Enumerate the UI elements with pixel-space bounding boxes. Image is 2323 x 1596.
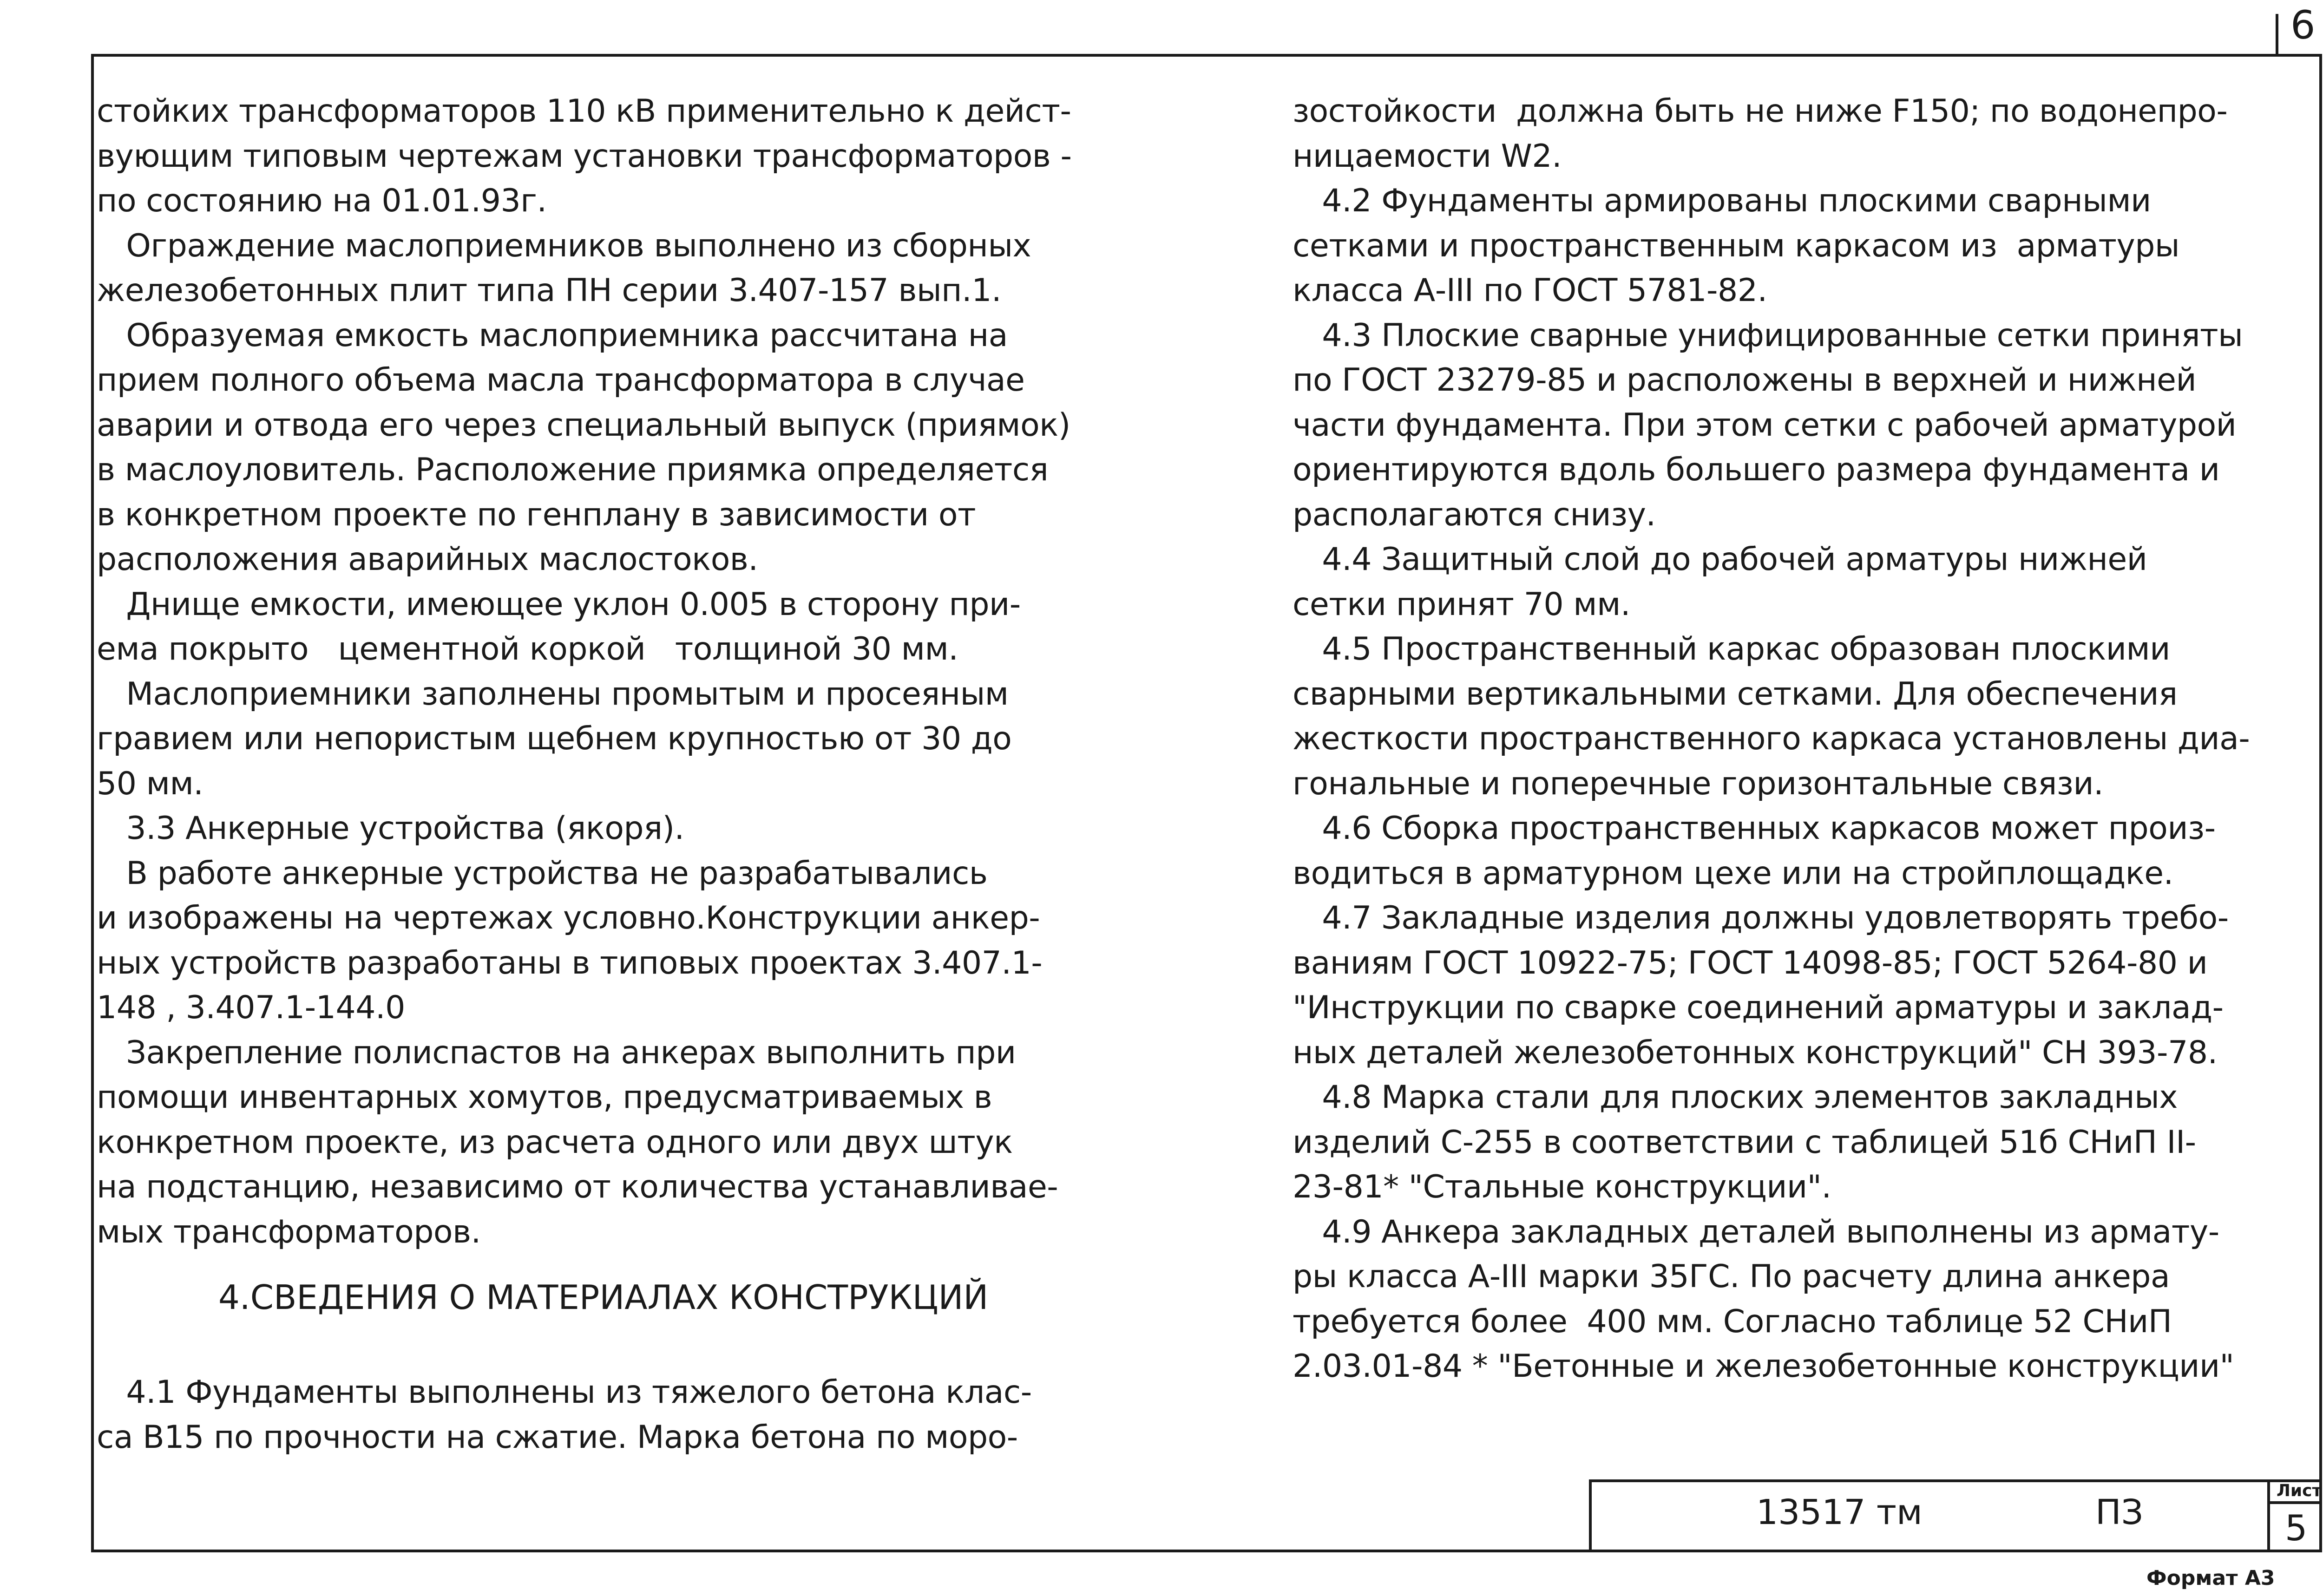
text-line: 4.9 Анкера закладных деталей выполнены из армату-: [1293, 1213, 2219, 1250]
sheet-number: 5: [2285, 1507, 2308, 1549]
text-line: на подстанцию, независимо от количества устанавливае-: [97, 1169, 1058, 1205]
left-column-text: [97, 89, 1184, 1255]
text-line: 4.8 Марка стали для плоских элементов закладных: [1293, 1079, 2178, 1116]
text-line: са В15 по прочности на сжатие. Марка бетона по моро-: [97, 1419, 1018, 1456]
text-line: аварии и отвода его через специальный выпуск (приямок): [97, 406, 1070, 444]
text-line: 148 , 3.407.1-144.0: [97, 989, 405, 1026]
text-line: в конкретном проекте по генплану в зависимости от: [97, 496, 976, 533]
text-line: Образуемая емкость маслоприемника рассчитана на: [97, 317, 1008, 354]
text-line: жесткости пространственного каркаса установлены диа-: [1293, 720, 2250, 757]
text-line: 4.7 Закладные изделия должны удовлетворять требо-: [1293, 900, 2229, 936]
text-line: прием полного объема масла трансформатора в случае: [97, 362, 1025, 399]
text-line: 4.2 Фундаменты армированы плоскими сварными: [1293, 183, 2151, 219]
left-column-bottom-text: [97, 1370, 1184, 1460]
sheet-number-top: 6: [2290, 2, 2316, 48]
text-line: 2.03.01-84 * "Бетонные и железобетонные конструкции": [1293, 1348, 2234, 1385]
text-line: расположения аварийных маслостоков.: [97, 541, 758, 578]
text-line: помощи инвентарных хомутов, предусматриваемых в: [97, 1079, 992, 1116]
text-line: и изображены на чертежах условно.Конструкции анкер-: [97, 900, 1040, 936]
text-line: ориентируются вдоль большего размера фундамента и: [1293, 451, 2220, 488]
text-line: "Инструкции по сварке соединений арматуры и заклад-: [1293, 989, 2224, 1026]
text-line: 23-81* "Стальные конструкции".: [1293, 1169, 1831, 1205]
text-line: Ограждение маслоприемников выполнено из сборных: [97, 227, 1031, 264]
right-column-text: [1293, 89, 2315, 1389]
text-line: класса А-III по ГОСТ 5781-82.: [1293, 272, 1767, 309]
text-line: 4.5 Пространственный каркас образован плоскими: [1293, 631, 2170, 667]
text-line: сетками и пространственным каркасом из арматуры: [1293, 227, 2180, 264]
document-code: 13517 тм: [1756, 1492, 1923, 1532]
text-line: ема покрыто цементной коркой толщиной 30 мм.: [97, 631, 958, 667]
text-line: стойких трансформаторов 110 кВ применительно к дейст-: [97, 93, 1071, 130]
title-block: [1589, 1479, 2322, 1552]
text-line: Днище емкости, имеющее уклон 0.005 в сторону при-: [97, 586, 1021, 623]
text-line: ваниям ГОСТ 10922-75; ГОСТ 14098-85; ГОСТ 5264-80 и: [1293, 944, 2208, 981]
text-line: Закрепление полиспастов на анкерах выполнить при: [97, 1034, 1016, 1071]
text-line: мых трансформаторов.: [97, 1213, 481, 1250]
sheet-box-divider: [2267, 1501, 2322, 1504]
sheet-label: Лист: [2277, 1481, 2322, 1500]
text-line: в маслоуловитель. Расположение приямка определяется: [97, 451, 1049, 488]
text-line: части фундамента. При этом сетки с рабочей арматурой: [1293, 406, 2237, 444]
text-line: располагаются снизу.: [1293, 496, 1656, 533]
text-line: сварными вертикальными сетками. Для обеспечения: [1293, 675, 2178, 713]
format-label: Формат А3: [2146, 1566, 2275, 1590]
text-line: В работе анкерные устройства не разрабатывались: [97, 855, 988, 892]
text-line: гравием или непористым щебнем крупностью от 30 до: [97, 720, 1012, 757]
text-line: изделий С-255 в соответствии с таблицей 51б СНиП II-: [1293, 1124, 2196, 1161]
text-line: 4.1 Фундаменты выполнены из тяжелого бетона клас-: [97, 1374, 1032, 1411]
text-line: 4.4 Защитный слой до рабочей арматуры нижней: [1293, 541, 2147, 578]
text-line: Маслоприемники заполнены промытым и просеяным: [97, 675, 1009, 713]
document-type: ПЗ: [2095, 1492, 2144, 1532]
text-line: 4.3 Плоские сварные унифицированные сетки приняты: [1293, 317, 2243, 354]
text-line: по состоянию на 01.01.93г.: [97, 183, 547, 219]
section-title: 4.СВЕДЕНИЯ О МАТЕРИАЛАХ КОНСТРУКЦИЙ: [218, 1278, 989, 1317]
text-line: ницаемости W2.: [1293, 137, 1562, 175]
text-line: конкретном проекте, из расчета одного или двух штук: [97, 1124, 1013, 1161]
text-line: зостойкости должна быть не ниже F150; по водонепро-: [1293, 93, 2228, 130]
text-line: сетки принят 70 мм.: [1293, 586, 1630, 623]
text-line: вующим типовым чертежам установки трансформаторов -: [97, 137, 1072, 175]
text-line: водиться в арматурном цехе или на стройплощадке.: [1293, 855, 2173, 892]
text-line: 4.6 Сборка пространственных каркасов может произ-: [1293, 810, 2216, 847]
text-line: ных деталей железобетонных конструкций" СН 393-78.: [1293, 1034, 2218, 1071]
text-line: 3.3 Анкерные устройства (якоря).: [97, 810, 684, 847]
text-line: 50 мм.: [97, 765, 203, 802]
sheet-top-tick: [2276, 14, 2278, 56]
text-line: ры класса А-III марки 35ГС. По расчету длина анкера: [1293, 1258, 2170, 1295]
text-line: гональные и поперечные горизонтальные связи.: [1293, 765, 2104, 802]
text-line: ных устройств разработаны в типовых проектах 3.407.1-: [97, 944, 1043, 981]
text-line: по ГОСТ 23279-85 и расположены в верхней и нижней: [1293, 362, 2197, 399]
text-line: железобетонных плит типа ПН серии 3.407-157 вып.1.: [97, 272, 1002, 309]
text-line: требуется более 400 мм. Согласно таблице 52 СНиП: [1293, 1303, 2172, 1340]
